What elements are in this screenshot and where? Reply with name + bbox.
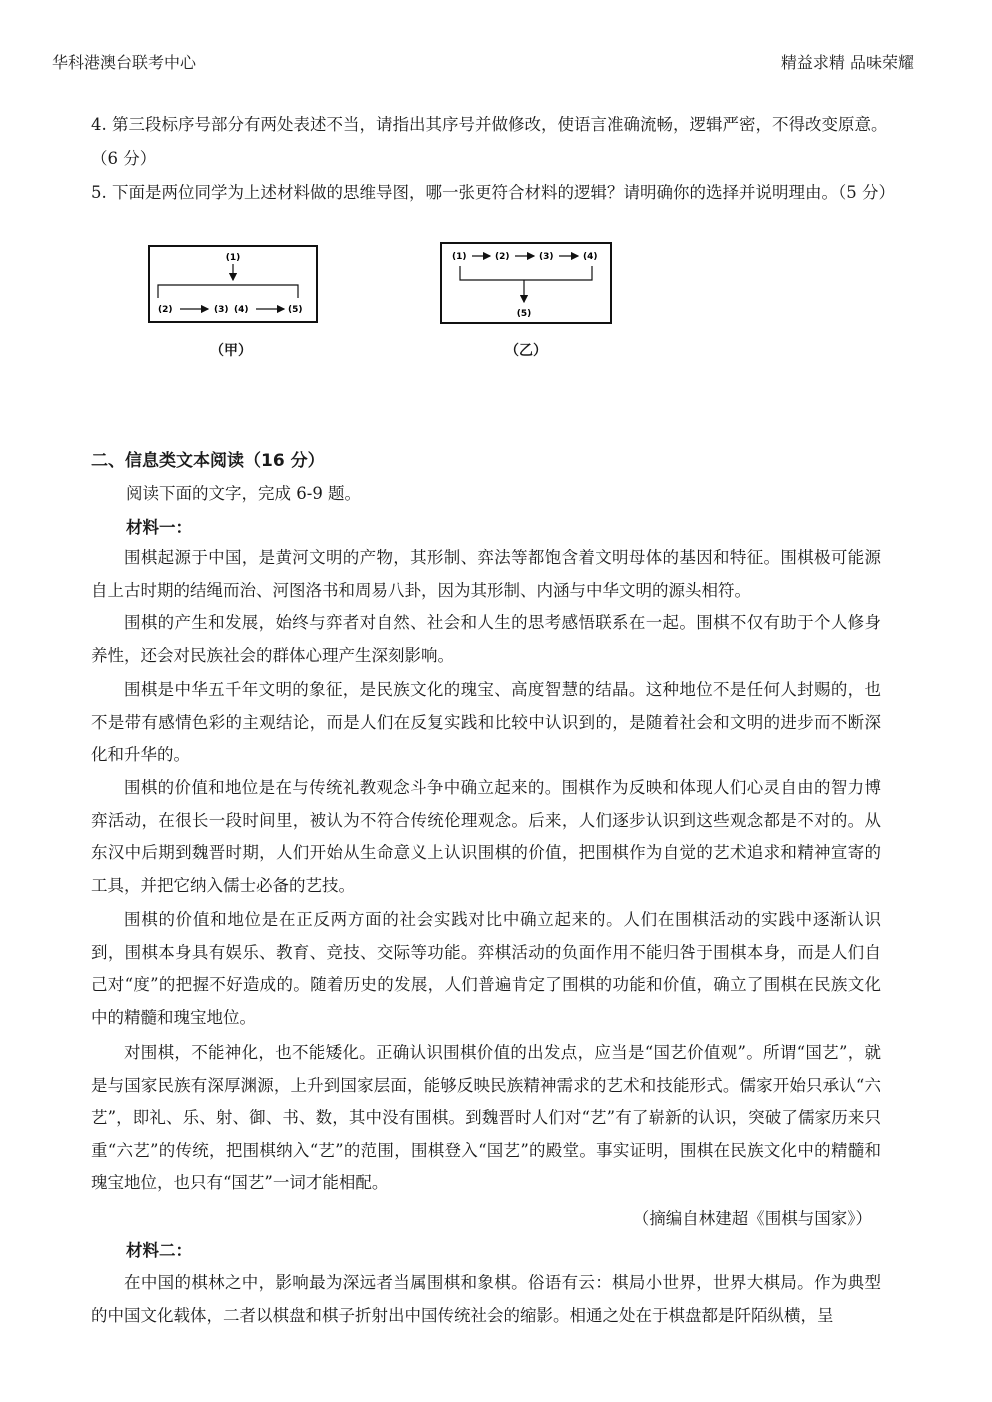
header-left: 华科港澳台联考中心 [52, 53, 197, 72]
yi-node-2: (2) [495, 252, 510, 262]
material1-paragraph: 围棋是中华五千年文明的象征，是民族文化的瑰宝、高度智慧的结晶。这种地位不是任何人封赐的，也不是带有感情色彩的主观结论，而是人们在反复实践和比较中认识到的，是随着社会和文明的进步而不断深化和升华的。 [91, 680, 881, 764]
jia-node-5: (5) [288, 305, 303, 315]
reading-instruction: 阅读下面的文字，完成 6-9 题。 [126, 484, 362, 503]
mindmap-yi [440, 242, 612, 324]
jia-node-2: (2) [158, 305, 173, 315]
material1-paragraph: 围棋的价值和地位是在正反两方面的社会实践对比中确立起来的。人们在围棋活动的实践中逐渐认识到，围棋本身具有娱乐、教育、竞技、交际等功能。弈棋活动的负面作用不能归咎于围棋本身，而是人们自己对“度”的把握不好造成的。随着历史的发展，人们普遍肯定了围棋的功能和价值，确立了围棋在民族文化中的精髓和瑰宝地位。 [91, 910, 881, 1027]
material1-title: 材料一： [126, 518, 192, 537]
mindmap-jia [148, 245, 318, 323]
yi-node-5: (5) [516, 309, 532, 319]
material1-paragraph: 对围棋，不能神化，也不能矮化。正确认识围棋价值的出发点，应当是“国艺价值观”。所谓“国艺”，就是与国家民族有深厚渊源，上升到国家层面，能够反映民族精神需求的艺术和技能形式。儒家开始只承认“六艺”，即礼、乐、射、御、书、数，其中没有围棋。到魏晋时人们对“艺”有了崭新的认识，突破了儒家历来只重“六艺”的传统，把围棋纳入“艺”的范围，围棋登入“国艺”的殿堂。事实证明，围棋在民族文化中的精髓和瑰宝地位，也只有“国艺”一词才能相配。 [91, 1043, 881, 1192]
material2-paragraph: 在中国的棋林之中，影响最为深远者当属围棋和象棋。俗语有云：棋局小世界，世界大棋局。作为典型的中国文化载体，二者以棋盘和棋子折射出中国传统社会的缩影。相通之处在于棋盘都是阡陌纵横，呈 [91, 1273, 881, 1325]
material2-title: 材料二： [126, 1241, 192, 1260]
header-right: 精益求精 品味荣耀 [780, 53, 914, 72]
material1-paragraph: 围棋的产生和发展，始终与弈者对自然、社会和人生的思考感悟联系在一起。围棋不仅有助于个人修身养性，还会对民族社会的群体心理产生深刻影响。 [91, 613, 881, 665]
material1-paragraph: 围棋的价值和地位是在与传统礼教观念斗争中确立起来的。围棋作为反映和体现人们心灵自由的智力博弈活动，在很长一段时间里，被认为不符合传统伦理观念。后来，人们逐步认识到这些观念都是不对的。从东汉中后期到魏晋时期，人们开始从生命意义上认识围棋的价值，把围棋作为自觉的艺术追求和精神宣寄的工具，并把它纳入儒士必备的艺技。 [91, 778, 881, 895]
question-5: 5. 下面是两位同学为上述材料做的思维导图，哪一张更符合材料的逻辑？请明确你的选择并说明理由。（5 分） [91, 183, 895, 202]
mindmap-jia-label: （甲） [210, 343, 252, 359]
jia-node-3: (3) [214, 305, 229, 315]
section-title: 二、信息类文本阅读（16 分） [91, 451, 325, 471]
mindmap-jia-svg [148, 245, 318, 323]
question-4: 4. 第三段标序号部分有两处表述不当，请指出其序号并做修改，使语言准确流畅，逻辑严密，不得改变原意。（6 分） [91, 115, 888, 168]
jia-bracket [158, 285, 298, 298]
yi-node-3: (3) [539, 252, 554, 262]
jia-node-1: (1) [225, 253, 241, 263]
jia-node-4: (4) [234, 305, 249, 315]
material1-paragraph: 围棋起源于中国，是黄河文明的产物，其形制、弈法等都饱含着文明母体的基因和特征。围棋极可能源自上古时期的结绳而治、河图洛书和周易八卦，因为其形制、内涵与中华文明的源头相符。 [91, 548, 881, 600]
yi-node-1: (1) [452, 252, 467, 262]
mindmap-yi-svg [440, 242, 612, 324]
yi-bracket [460, 266, 592, 280]
yi-node-4: (4) [583, 252, 598, 262]
material1-source: （摘编自林建超《围棋与国家》） [632, 1209, 872, 1228]
mindmap-yi-label: （乙） [505, 343, 547, 359]
